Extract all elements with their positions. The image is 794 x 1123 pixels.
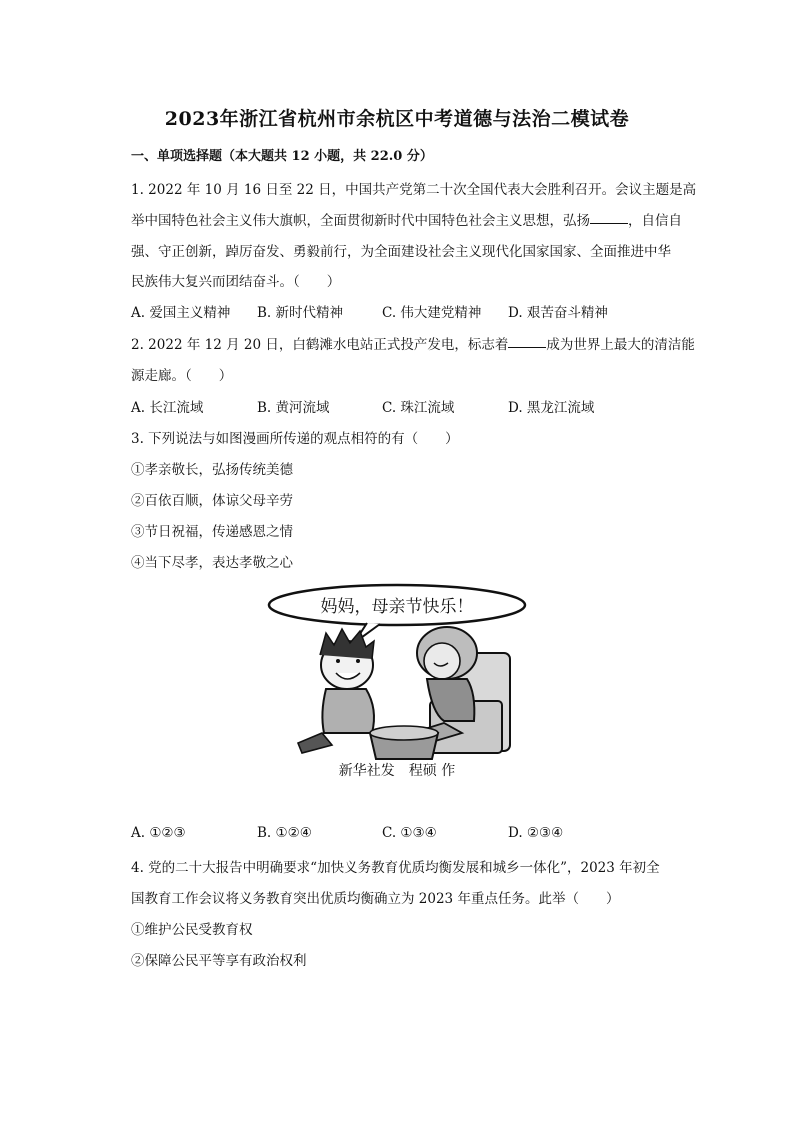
q3-item-1: ①孝亲敬长，弘扬传统美德 [131,462,293,478]
section-heading: 一、单项选择题（本大题共 12 小题，共 22.0 分） [131,149,433,164]
q1-option-a: A. 爱国主义精神 [131,305,231,321]
q1-line-4: 民族伟大复兴而团结奋斗。（ ） [131,274,341,290]
q1-line-2a: 举中国特色社会主义伟大旗帜，全面贯彻新时代中国特色社会主义思想，弘扬 [131,213,590,229]
q1-line-1: 1. 2022 年 10 月 16 日至 22 日，中国共产党第二十次全国代表大会胜利召开。会议主题是高 [131,182,697,198]
q2-line-1a: 2. 2022 年 12 月 20 日，白鹤滩水电站正式投产发电，标志着 [131,337,509,353]
q1-option-b: B. 新时代精神 [257,305,344,321]
q3-item-3: ③节日祝福，传递感恩之情 [131,524,293,540]
q3-option-a: A. ①②③ [131,825,186,841]
q3-option-b: B. ①②④ [257,825,312,841]
cartoon-drawing [262,583,532,783]
q3-item-4: ④当下尽孝，表达孝敬之心 [131,555,293,571]
q2-line-1b: 成为世界上最大的清洁能 [546,337,695,353]
q3-stem: 3. 下列说法与如图漫画所传递的观点相符的有（ ） [131,431,459,447]
q2-option-c: C. 珠江流域 [382,400,455,416]
cartoon-illustration [262,583,532,783]
q4-line-1: 4. 党的二十大报告中明确要求“加快义务教育优质均衡发展和城乡一体化”，2023 年初全 [131,860,660,876]
q1-line-2 [131,209,682,229]
q1-line-2b: ，自信自 [628,213,682,229]
q4-item-2: ②保障公民平等享有政治权利 [131,953,307,969]
answer-blank [590,222,628,224]
q1-line-3: 强、守正创新，踔厉奋发、勇毅前行，为全面建设社会主义现代化国家国家、全面推进中华 [131,244,671,260]
q2-option-b: B. 黄河流域 [257,400,330,416]
q4-item-1: ①维护公民受教育权 [131,922,253,938]
q1-option-c: C. 伟大建党精神 [382,305,482,321]
q2-line-1 [131,333,695,353]
q2-option-a: A. 长江流域 [131,400,204,416]
page-title: 2023年浙江省杭州市余杭区中考道德与法治二模试卷 [164,108,630,130]
speech-bubble-text: 妈妈，母亲节快乐！ [320,597,474,617]
cartoon-caption: 新华社发 程硕 作 [338,763,456,779]
q4-line-2: 国教育工作会议将义务教育突出优质均衡确立为 2023 年重点任务。此举（ ） [131,891,620,907]
q3-option-c: C. ①③④ [382,825,437,841]
q3-item-2: ②百依百顺，体谅父母辛劳 [131,493,293,509]
q2-line-2: 源走廊。（ ） [131,368,233,384]
answer-blank [508,346,546,348]
q2-option-d: D. 黑龙江流域 [508,400,595,416]
q1-option-d: D. 艰苦奋斗精神 [508,305,608,321]
q3-option-d: D. ②③④ [508,825,564,841]
